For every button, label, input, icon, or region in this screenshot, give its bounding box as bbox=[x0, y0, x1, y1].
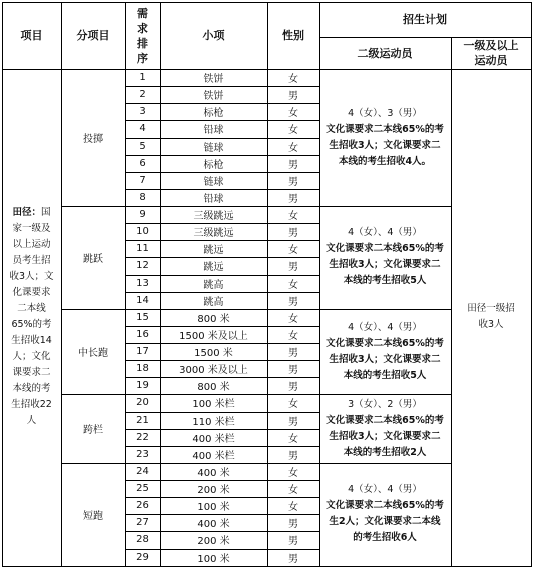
subproject-cell: 跨栏 bbox=[83, 425, 103, 437]
project-lead: 田径： bbox=[12, 207, 41, 219]
row-gender: 女 bbox=[288, 125, 298, 137]
row-item: 铁饼 bbox=[203, 91, 224, 103]
row-item: 跳远 bbox=[203, 245, 224, 257]
subproject-cell: 短跑 bbox=[83, 510, 103, 522]
row-gender: 男 bbox=[288, 382, 298, 394]
plan-quota: 4（女）、4（男） bbox=[348, 227, 422, 239]
row-order: 5 bbox=[139, 140, 146, 152]
subproject-cell: 中长跑 bbox=[78, 348, 108, 360]
row-gender: 女 bbox=[288, 108, 298, 120]
row-order: 12 bbox=[136, 260, 149, 272]
row-gender: 男 bbox=[288, 228, 298, 240]
level2-plan-cell bbox=[319, 394, 451, 463]
subproject-cell: 跳跃 bbox=[83, 253, 103, 265]
row-order: 17 bbox=[136, 346, 149, 358]
row-order: 24 bbox=[136, 465, 149, 477]
column-divider bbox=[531, 2, 532, 566]
row-order: 1 bbox=[139, 72, 146, 84]
row-gender: 男 bbox=[288, 553, 298, 565]
plan-detail: 文化课要求二本线65%的考生2人；文化课要求二本线的考生招收6人 bbox=[326, 500, 444, 544]
row-item: 跳远 bbox=[203, 262, 224, 274]
row-order: 27 bbox=[136, 517, 149, 529]
row-order: 10 bbox=[136, 226, 149, 238]
row-gender: 男 bbox=[288, 176, 298, 188]
column-divider bbox=[2, 2, 3, 566]
row-item: 100 米栏 bbox=[192, 399, 235, 411]
row-gender: 女 bbox=[288, 330, 298, 342]
row-item: 跳高 bbox=[203, 279, 224, 291]
header-level1: 一级及以上运动员 bbox=[463, 39, 519, 67]
row-item: 400 米栏 bbox=[192, 450, 235, 462]
plan-detail: 文化课要求二本线65%的考生招收3人；文化课要求二本线的考生招收5人 bbox=[326, 337, 444, 381]
row-item: 铅球 bbox=[203, 193, 224, 205]
row-item: 铅球 bbox=[203, 125, 224, 137]
row-item: 三级跳远 bbox=[193, 211, 234, 223]
row-item: 200 米 bbox=[197, 536, 230, 548]
row-gender: 男 bbox=[288, 536, 298, 548]
row-gender: 女 bbox=[288, 467, 298, 479]
row-item: 100 米 bbox=[197, 553, 230, 565]
row-item: 400 米栏 bbox=[192, 433, 235, 445]
header-project: 项目 bbox=[20, 29, 43, 42]
row-item: 标枪 bbox=[203, 108, 224, 120]
plan-detail: 文化课要求二本线65%的考生招收3人；文化课要求二本线的考生招收2人 bbox=[326, 414, 444, 458]
row-gender: 女 bbox=[288, 142, 298, 154]
row-item: 800 米 bbox=[197, 313, 230, 325]
project-track-field-cell bbox=[2, 69, 61, 566]
column-divider bbox=[125, 2, 126, 566]
header-gender: 性别 bbox=[282, 29, 304, 42]
row-gender: 女 bbox=[288, 502, 298, 514]
plan-header-divider bbox=[319, 37, 531, 38]
row-gender: 男 bbox=[288, 348, 298, 360]
row-gender: 女 bbox=[288, 211, 298, 223]
row-item: 100 米 bbox=[197, 502, 230, 514]
row-gender: 女 bbox=[288, 245, 298, 257]
row-order: 11 bbox=[136, 243, 149, 255]
row-order: 15 bbox=[136, 311, 149, 323]
row-gender: 男 bbox=[288, 450, 298, 462]
row-order: 25 bbox=[136, 483, 149, 495]
column-divider bbox=[160, 2, 161, 566]
row-order: 8 bbox=[139, 191, 146, 203]
level2-plan-cell bbox=[319, 309, 451, 395]
row-gender: 男 bbox=[288, 193, 298, 205]
column-divider bbox=[319, 2, 320, 566]
row-item: 110 米栏 bbox=[192, 416, 235, 428]
elite-plan-cell: 田径一级招收3人 bbox=[467, 303, 515, 331]
header-subproject: 分项目 bbox=[76, 29, 110, 42]
row-gender: 女 bbox=[288, 313, 298, 325]
row-order: 23 bbox=[136, 448, 149, 460]
row-order: 21 bbox=[136, 414, 149, 426]
header-plan: 招生计划 bbox=[403, 13, 447, 26]
plan-quota: 3（女）、2（男） bbox=[348, 398, 422, 410]
row-order: 4 bbox=[139, 123, 146, 135]
row-gender: 女 bbox=[288, 279, 298, 291]
row-gender: 女 bbox=[288, 74, 298, 86]
row-order: 22 bbox=[136, 431, 149, 443]
row-order: 19 bbox=[136, 380, 149, 392]
row-order: 2 bbox=[139, 89, 146, 101]
row-gender: 女 bbox=[288, 433, 298, 445]
row-item: 1500 米 bbox=[194, 348, 233, 360]
header-order: 需求排序 bbox=[137, 6, 148, 65]
row-item: 链球 bbox=[203, 176, 224, 188]
subproject-cell: 投掷 bbox=[83, 134, 103, 145]
level2-plan-cell bbox=[319, 206, 451, 309]
row-item: 铁饼 bbox=[203, 74, 224, 86]
row-gender: 男 bbox=[288, 262, 298, 274]
row-gender: 男 bbox=[288, 159, 298, 171]
row-item: 1500 米及以上 bbox=[179, 330, 248, 342]
row-order: 20 bbox=[136, 397, 149, 409]
level2-plan-cell bbox=[319, 69, 451, 206]
row-item: 200 米 bbox=[197, 485, 230, 497]
row-item: 三级跳远 bbox=[193, 228, 234, 240]
row-order: 29 bbox=[136, 551, 149, 563]
column-divider bbox=[61, 2, 62, 566]
row-order: 18 bbox=[136, 363, 149, 375]
row-item: 标枪 bbox=[203, 159, 224, 171]
row-gender: 男 bbox=[288, 416, 298, 428]
column-divider bbox=[451, 37, 452, 566]
row-item: 3000 米及以上 bbox=[179, 365, 248, 377]
row-gender: 女 bbox=[288, 485, 298, 497]
row-item: 链球 bbox=[203, 142, 224, 154]
row-order: 3 bbox=[139, 106, 146, 118]
row-item: 400 米 bbox=[197, 467, 230, 479]
row-order: 28 bbox=[136, 534, 149, 546]
plan-quota: 4（女）、4（男） bbox=[348, 484, 422, 496]
header-item: 小项 bbox=[202, 29, 225, 42]
level2-plan-cell bbox=[319, 463, 451, 566]
row-gender: 男 bbox=[288, 91, 298, 103]
row-order: 14 bbox=[136, 294, 149, 306]
project-description: 国家一级及以上运动员考生招收3人；文化课要求二本线65%的考生招收14人；文化课要求二本线的考生招收22人 bbox=[9, 207, 54, 427]
column-divider bbox=[267, 2, 268, 566]
row-order: 13 bbox=[136, 277, 149, 289]
plan-quota: 4（女）、3（男） bbox=[348, 107, 422, 119]
bottom-border bbox=[2, 566, 532, 567]
row-gender: 男 bbox=[288, 296, 298, 308]
row-order: 7 bbox=[139, 174, 146, 186]
row-gender: 女 bbox=[288, 399, 298, 411]
plan-detail: 文化课要求二本线65%的考生招收3人；文化课要求二本线的考生招收5人 bbox=[326, 243, 444, 287]
row-order: 6 bbox=[139, 157, 146, 169]
row-item: 400 米 bbox=[197, 519, 230, 531]
row-order: 16 bbox=[136, 328, 149, 340]
plan-quota: 4（女）、4（男） bbox=[348, 321, 422, 333]
header-level2: 二级运动员 bbox=[357, 46, 413, 60]
row-gender: 男 bbox=[288, 365, 298, 377]
row-order: 26 bbox=[136, 500, 149, 512]
plan-detail: 文化课要求二本线65%的考生招收3人；文化课要求二本线的考生招收4人。 bbox=[326, 123, 444, 167]
row-item: 跳高 bbox=[203, 296, 224, 308]
row-gender: 男 bbox=[288, 519, 298, 531]
row-order: 9 bbox=[139, 209, 146, 221]
row-item: 800 米 bbox=[197, 382, 230, 394]
